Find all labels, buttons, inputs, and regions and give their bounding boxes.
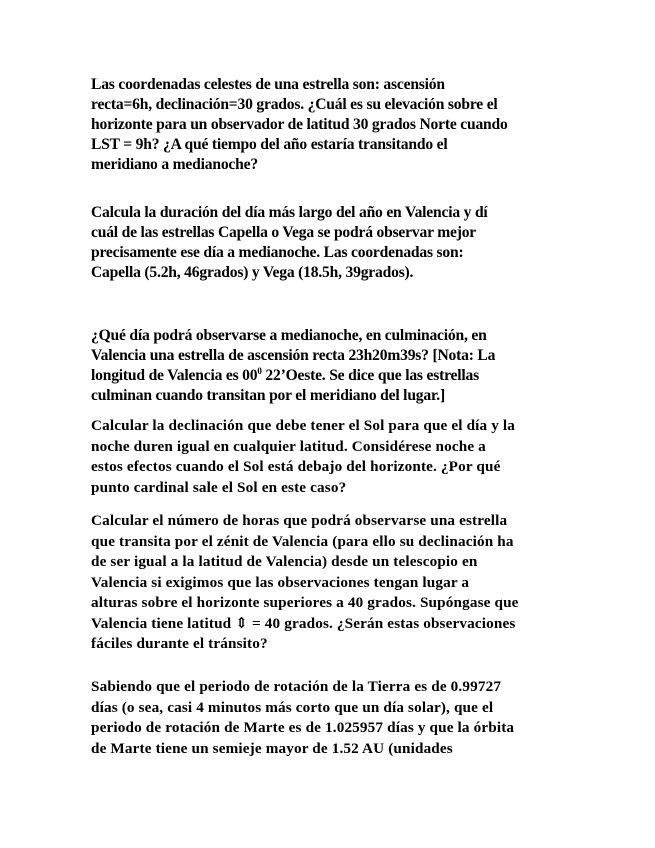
text-line: fáciles durante el tránsito? [91, 635, 268, 652]
paragraph-problem-3 [91, 326, 571, 406]
text-line: de Marte tiene un semieje mayor de 1.52 AU (unidades [91, 739, 453, 757]
text-line: días (o sea, casi 4 minutos más corto que un día solar), que el [91, 698, 494, 716]
paragraph-problem-1 [91, 75, 571, 175]
text-line: ¿Qué día podrá observarse a medianoche, en culminación, en [91, 327, 487, 344]
text-line: Sabiendo que el periodo de rotación de la Tierra es de 0.99727 [91, 678, 502, 695]
text-line: meridiano a medianoche? [91, 156, 258, 173]
text-line: recta=6h, declinación=30 grados. ¿Cuál es su elevación sobre el [91, 96, 498, 113]
text-line: horizonte para un observador de latitud 30 grados Norte cuando [91, 116, 508, 133]
text-line: cuál de las estrellas Capella o Vega se podrá observar mejor [91, 224, 477, 241]
paragraph-problem-4 [91, 416, 571, 498]
text-line: Capella (5.2h, 46grados) y Vega (18.5h, 39grados). [91, 264, 414, 281]
text-line: punto cardinal sale el Sol en este caso? [91, 478, 347, 496]
text-segment: longitud de Valencia es 00 [91, 367, 258, 384]
paragraph-problem-5 [91, 511, 571, 655]
text-line: alturas sobre el horizonte superiores a 40 grados. Supóngase que [91, 594, 519, 611]
text-line: que transita por el zénit de Valencia (para ello su declinación ha [91, 532, 514, 550]
text-line: de ser igual a la latitud de Valencia) desde un telescopio en [91, 553, 478, 570]
paragraph-problem-6 [91, 677, 571, 759]
text-line: Valencia si exigimos que las observaciones tengan lugar a [91, 573, 470, 591]
paragraph-problem-2 [91, 203, 571, 283]
text-line: Calcula la duración del día más largo del año en Valencia y dí [91, 204, 488, 221]
text-line: noche duren igual en cualquier latitud. Considérese noche a [91, 437, 486, 455]
degree-superscript: 0 [257, 366, 262, 376]
text-line: LST = 9h? ¿A qué tiempo del año estaría transitando el [91, 136, 448, 153]
text-line: Calcular el número de horas que podrá observarse una estrella [91, 512, 508, 529]
text-line: Calcular la declinación que debe tener el Sol para que el día y la [91, 417, 516, 434]
text-line: Valencia tiene latitud ⇕ = 40 grados. ¿Serán estas observaciones [91, 614, 516, 632]
text-line: precisamente ese día a medianoche. Las coordenadas son: [91, 244, 464, 261]
text-line: periodo de rotación de Marte es de 1.025957 días y que la órbita [91, 719, 515, 736]
text-line: estos efectos cuando el Sol está debajo del horizonte. ¿Por qué [91, 458, 501, 475]
text-line: culminan cuando transitan por el meridiano del lugar.] [91, 387, 445, 404]
text-line-with-superscript [91, 366, 571, 386]
text-line: Valencia una estrella de ascensión recta 23h20m39s? [Nota: La [91, 347, 496, 364]
text-line: Las coordenadas celestes de una estrella son: ascensión [91, 76, 445, 93]
text-segment: 22’Oeste. Se dice que las estrellas [261, 367, 479, 384]
